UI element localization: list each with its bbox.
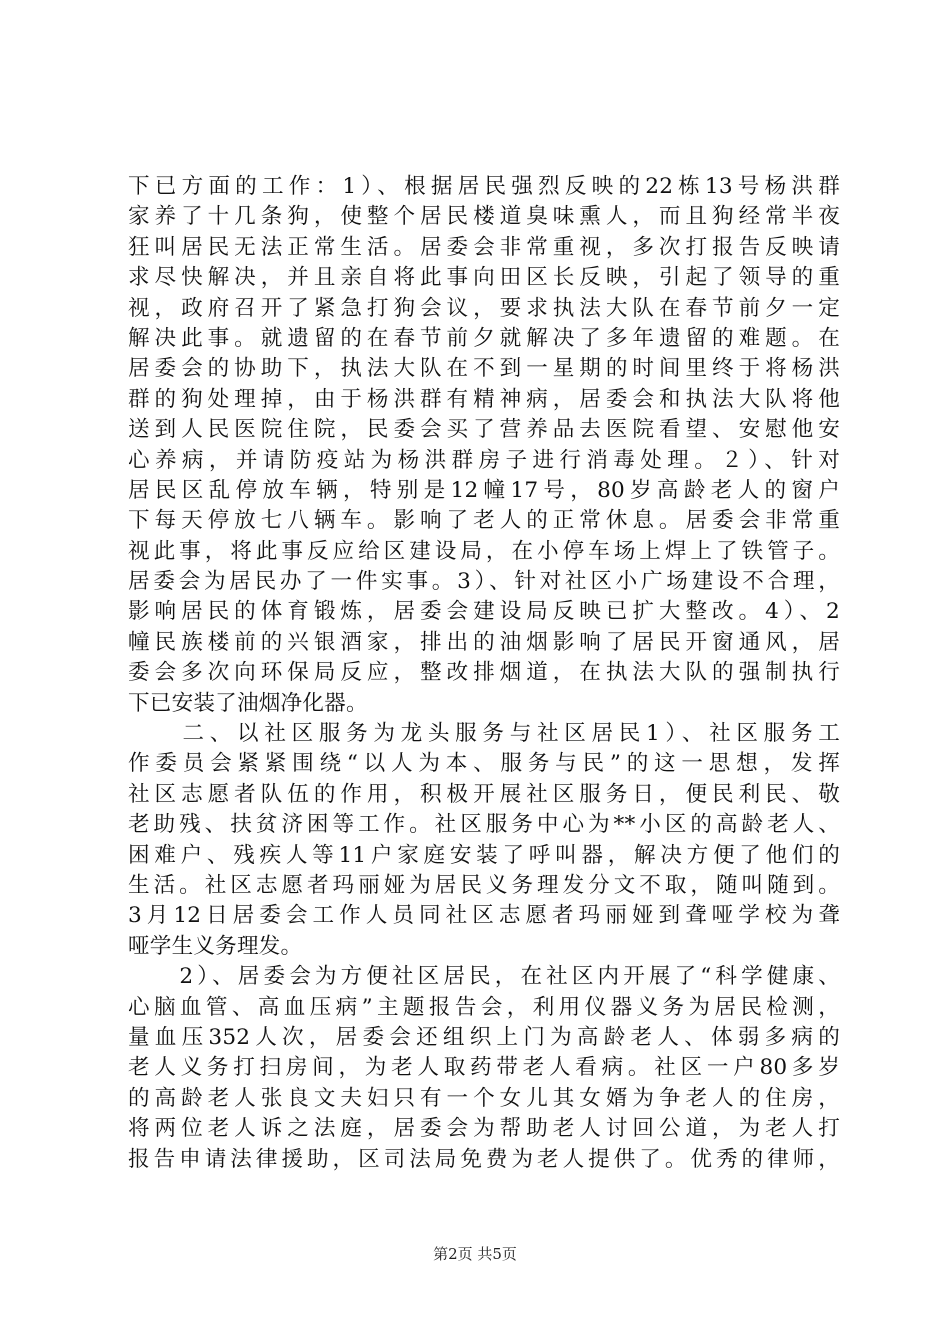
- text-line: 下每天停放七八辆车。影响了老人的正常休息。居委会非常重: [128, 508, 840, 534]
- text-line: 社区志愿者队伍的作用，积极开展社区服务日，便民利民、敬: [128, 781, 840, 807]
- text-line: 求尽快解决，并且亲自将此事向田区长反映，引起了领导的重: [128, 265, 840, 291]
- text-line: 将两位老人诉之法庭，居委会为帮助老人讨回公道，为老人打: [128, 1116, 840, 1142]
- text-line: 居民区乱停放车辆，特别是12幢17号，80岁高龄老人的窗户: [128, 477, 840, 503]
- text-line: 委会多次向环保局反应，整改排烟道，在执法大队的强制执行: [128, 660, 840, 686]
- text-line: 视此事，将此事反应给区建设局，在小停车场上焊上了铁管子。: [128, 538, 840, 564]
- text-line: 老人义务打扫房间，为老人取药带老人看病。社区一户80多岁: [128, 1055, 840, 1081]
- page-footer: 第2页 共5页: [433, 1245, 517, 1263]
- text-line: 困难户、残疾人等11户家庭安装了呼叫器，解决方便了他们的: [128, 842, 840, 868]
- text-line: 视，政府召开了紧急打狗会议，要求执法大队在春节前夕一定: [128, 295, 840, 321]
- text-line: 家养了十几条狗，使整个居民楼道臭味熏人，而且狗经常半夜: [128, 204, 840, 230]
- text-line: 影响居民的体育锻炼，居委会建设局反映已扩大整改。4）、2: [128, 599, 840, 625]
- text-line: 2）、居委会为方便社区居民，在社区内开展了“科学健康、: [128, 964, 840, 990]
- text-line: 生活。社区志愿者玛丽娅为居民义务理发分文不取，随叫随到。: [128, 872, 840, 898]
- text-line: 二、以社区服务为龙头服务与社区居民1）、社区服务工: [128, 721, 840, 747]
- text-line: 心脑血管、高血压病”主题报告会，利用仪器义务为居民检测，: [128, 994, 840, 1020]
- body-text: [128, 172, 840, 1175]
- text-line: 群的狗处理掉，由于杨洪群有精神病，居委会和执法大队将他: [128, 386, 840, 412]
- text-line: 居委会为居民办了一件实事。3）、针对社区小广场建设不合理，: [128, 569, 840, 595]
- text-line: 作委员会紧紧围绕“以人为本、服务与民”的这一思想，发挥: [128, 751, 840, 777]
- text-line: 下已方面的工作：1）、根据居民强烈反映的22栋13号杨洪群: [128, 174, 840, 199]
- text-line: 心养病，并请防疫站为杨洪群房子进行消毒处理。２）、针对: [128, 447, 840, 473]
- text-line: 居委会的协助下，执法大队在不到一星期的时间里终于将杨洪: [128, 356, 840, 382]
- text-line: 下已安装了油烟净化器。: [128, 690, 368, 716]
- text-line: 3月12日居委会工作人员同社区志愿者玛丽娅到聋哑学校为聋: [128, 903, 840, 929]
- text-line: 量血压352人次，居委会还组织上门为高龄老人、体弱多病的: [128, 1024, 840, 1050]
- text-line: 解决此事。就遗留的在春节前夕就解决了多年遗留的难题。在: [128, 325, 840, 351]
- text-line: 幢民族楼前的兴银酒家，排出的油烟影响了居民开窗通风，居: [128, 629, 840, 655]
- text-line: 狂叫居民无法正常生活。居委会非常重视，多次打报告反映请: [128, 234, 840, 260]
- text-line: 报告申请法律援助，区司法局免费为老人提供了。优秀的律师，: [128, 1146, 840, 1172]
- text-line: 哑学生义务理发。: [128, 933, 303, 959]
- text-line: 的高龄老人张良文夫妇只有一个女儿其女婿为争老人的住房，: [128, 1085, 840, 1111]
- text-line: 老助残、扶贫济困等工作。社区服务中心为**小区的高龄老人、: [128, 812, 840, 838]
- text-line: 送到人民医院住院，民委会买了营养品去医院看望、安慰他安: [128, 417, 840, 443]
